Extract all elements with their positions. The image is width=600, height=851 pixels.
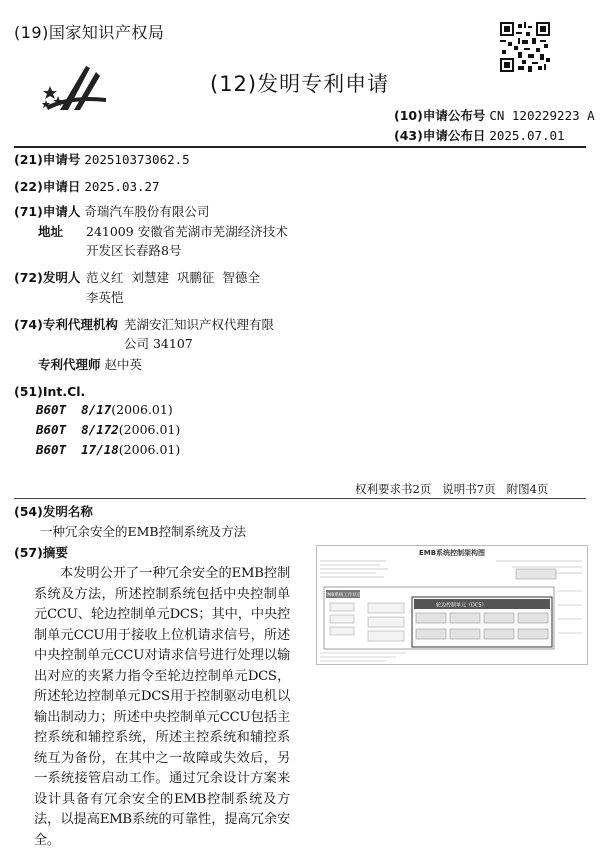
- inventors-line-1: 范义红 刘慧建 巩鹏征 智德全: [86, 270, 260, 285]
- qr-code: [500, 22, 550, 72]
- agency-label: (74)专利代理机构: [14, 317, 118, 332]
- figure-title: EMB系统控制架构图: [418, 549, 486, 557]
- system-architecture-figure: [316, 545, 588, 665]
- publication-number: [394, 106, 595, 124]
- ipc-year: (2006.01): [118, 422, 181, 437]
- header-rule: [14, 146, 586, 148]
- agency-line-1: 芜湖安汇知识产权代理有限: [124, 317, 275, 332]
- section-rule: [14, 498, 586, 499]
- document-type: (12)发明专利申请: [210, 72, 390, 96]
- ipc-code: B60T 17/18: [36, 442, 119, 457]
- figure-box-left: EMB系统工作状态: [324, 593, 362, 598]
- figure-box-center: 轮边控制单元（DCS）: [436, 602, 487, 609]
- app-date-value: 2025.03.27: [84, 179, 160, 194]
- inventor-label: (72)发明人: [14, 270, 81, 285]
- application-date: [14, 177, 160, 196]
- agent-value: 赵中英: [104, 357, 143, 372]
- applicant-value: 奇瑞汽车股份有限公司: [84, 204, 210, 219]
- abstract-text: 本发明公开了一种冗余安全的EMB控制系统及方法，所述控制系统包括中央控制单元CCU、轮边控制单元DCS；其中，中央控制单元CCU用于接收上位机请求信号，所述中央控制单元CCU对请求信号进行处理以输出对应的夹紧力指令至轮边控制单元DCS，所述轮边控制单元DCS用于控制驱动电机以输出制动力；所述中央控制单元CCU包括主控系统和辅控系统，所述主控系统和辅控系统互为备份，在其中之一故障或失效后，另一系统接管启动工作。通过冗余设计方案来设计具备有冗余安全的EMB控制系统及方法，以提高EMB系统的可靠性，提高冗余安全。: [34, 566, 290, 848]
- title-label: (54)发明名称: [14, 504, 93, 519]
- ipc-year: (2006.01): [118, 442, 181, 457]
- agency-line-2: 公司 34107: [124, 336, 193, 351]
- address-line-2: 开发区长春路8号: [86, 243, 182, 258]
- pub-date-value: 2025.07.01: [489, 128, 565, 143]
- address-line-1: 241009 安徽省芜湖市芜湖经济技术: [86, 224, 288, 239]
- pub-date-label: (43)申请公布日: [394, 128, 486, 143]
- abstract-label: (57)摘要: [14, 545, 68, 560]
- ipc-code: B60T 8/172: [36, 422, 119, 437]
- invention-title: 一种冗余安全的EMB控制系统及方法: [40, 524, 247, 539]
- ipc-label: (51)Int.Cl.: [14, 384, 86, 399]
- patent-agent: [38, 355, 142, 374]
- app-no-label: (21)申请号: [14, 152, 81, 167]
- address-label: 地址: [38, 224, 64, 239]
- office-name: (19)国家知识产权局: [14, 23, 165, 42]
- ipc-entry: [36, 422, 180, 437]
- pub-no-value: CN 120229223 A: [489, 108, 595, 123]
- ipc-year: (2006.01): [111, 402, 173, 417]
- applicant: [14, 202, 209, 221]
- app-date-label: (22)申请日: [14, 179, 81, 194]
- agent-label: 专利代理师: [38, 357, 101, 372]
- cnipa-logo: [40, 58, 110, 120]
- app-no-value: 202510373062.5: [84, 152, 190, 167]
- ipc-entry: [36, 402, 173, 417]
- ipc-code: B60T 8/17: [36, 402, 112, 417]
- pub-no-label: (10)申请公布号: [394, 108, 486, 123]
- ipc-entry: [36, 442, 180, 457]
- applicant-label: (71)申请人: [14, 204, 81, 219]
- publication-date: [394, 126, 565, 144]
- pages-summary: 权利要求书2页 说明书7页 附图4页: [355, 482, 549, 496]
- application-number: [14, 150, 190, 169]
- inventors-line-2: 李英恺: [86, 290, 124, 305]
